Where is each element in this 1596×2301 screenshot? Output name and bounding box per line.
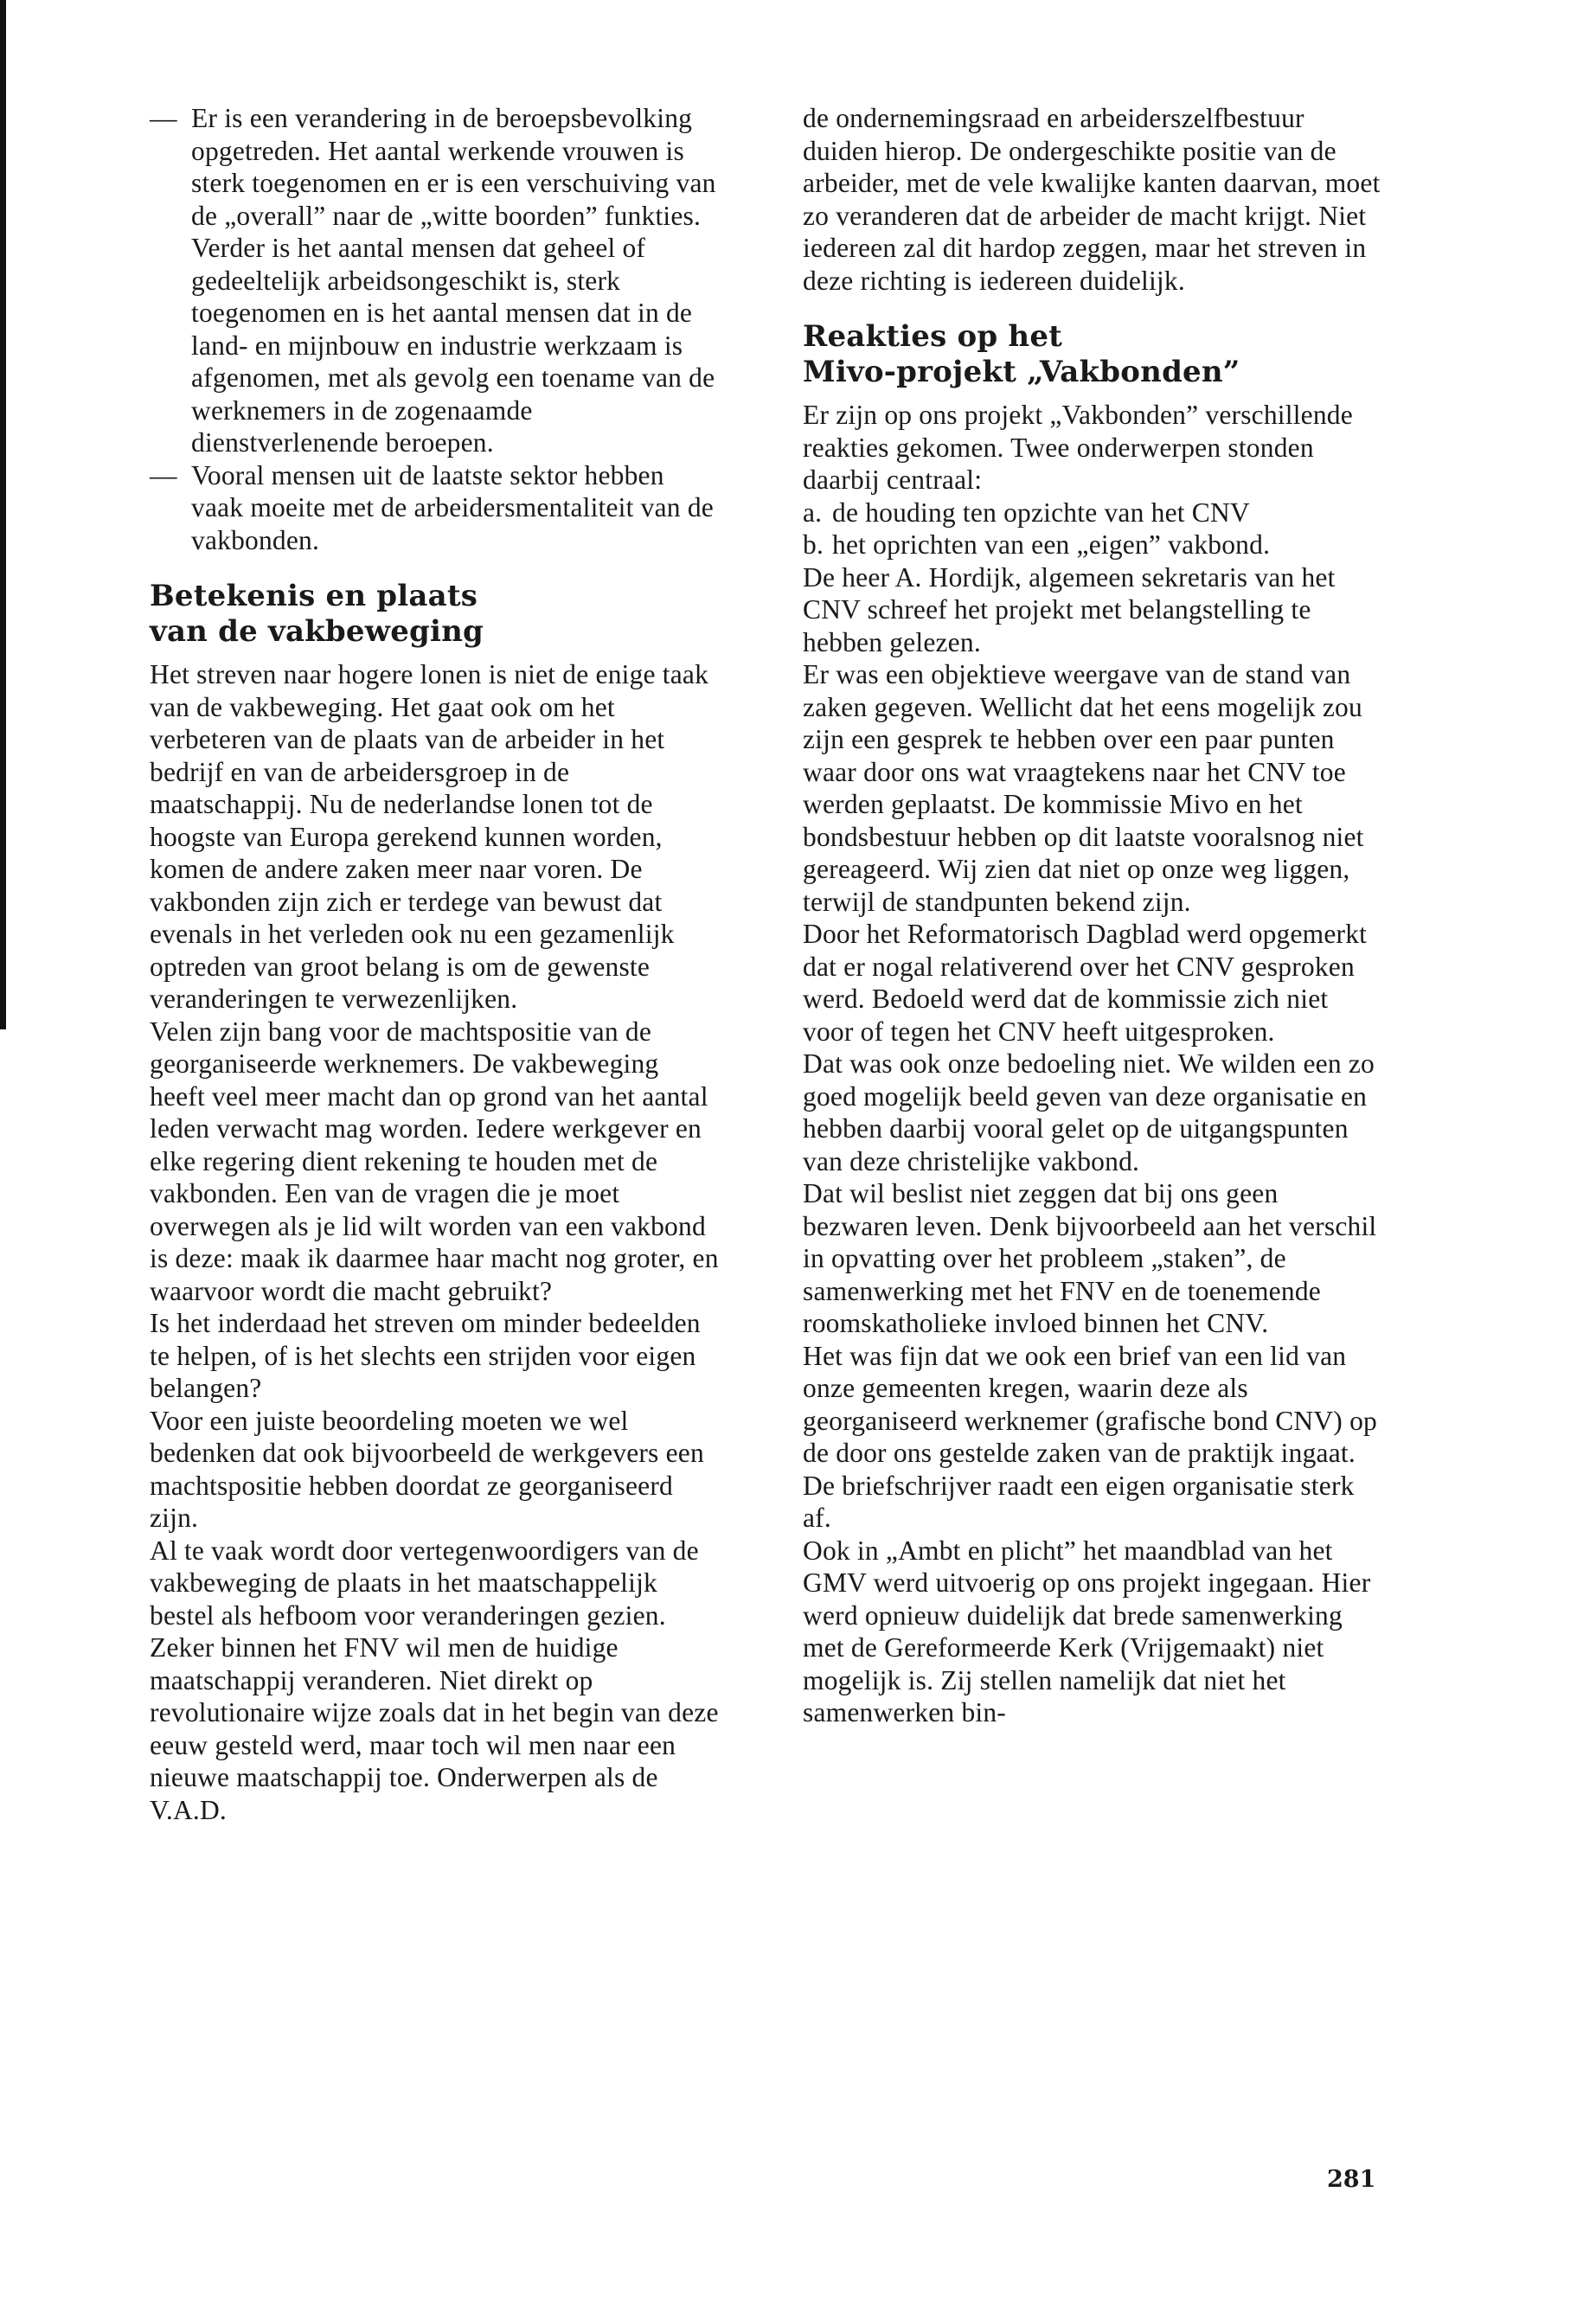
bullet-item <box>150 102 721 459</box>
bullet-text: Vooral mensen uit de laatste sektor hebben vaak moeite met de arbeidersmentaliteit van de vakbonden. <box>191 459 714 555</box>
dash-marker: — <box>150 103 177 133</box>
body-paragraph: Is het inderdaad het streven om minder bedeelden te helpen, of is het slechts een strijden voor eigen belangen? <box>150 1308 701 1403</box>
left-column <box>150 102 721 1826</box>
body-paragraph: Door het Reformatorisch Dagblad werd opgemerkt dat er nogal relativerend over het CNV gesproken werd. Bedoeld werd dat de kommissie zich niet voor of tegen het CNV heeft uitgesproken. <box>803 919 1368 1047</box>
body-paragraph: Er zijn op ons projekt „Vakbonden” verschillende reakties gekomen. Twee onderwerpen stonden daarbij centraal: <box>803 400 1353 495</box>
right-column <box>803 102 1382 1729</box>
heading-line: Mivo-projekt „Vakbonden” <box>803 355 1240 389</box>
body-paragraph: de ondernemingsraad en arbeiderszelfbestuur duiden hierop. De ondergeschikte positie van de arbeider, met de vele kwalijke kanten daarvan, moet zo veranderen dat de arbeider de macht krijgt. Niet iedereen zal dit hardop zeggen, maar het streven in deze richting is iedereen duidelijk. <box>803 103 1381 296</box>
body-paragraph: Dat wil beslist niet zeggen dat bij ons geen bezwaren leven. Denk bijvoorbeeld aan het verschil in opvatting over het probleem „staken”, de samenwerking met het FNV en de toenemende roomskatholieke invloed binnen het CNV. <box>803 1178 1377 1338</box>
heading-line: Reakties op het <box>803 319 1063 354</box>
scan-border <box>0 0 6 1029</box>
bullet-item <box>150 459 721 557</box>
list-marker: b. <box>803 529 824 560</box>
section-heading <box>803 319 1382 390</box>
section-heading <box>150 579 721 650</box>
body-paragraph: Het streven naar hogere lonen is niet de enige taak van de vakbeweging. Het gaat ook om het verbeteren van de plaats van de arbeider in het bedrijf en van de arbeidersgroep in de maatschappij. Nu de nederlandse lonen tot de hoogste van Europa gerekend kunnen worden, komen de andere zaken meer naar voren. De vakbonden zijn zich er terdege van bewust dat evenals in het verleden ook nu een gezamenlijk optreden van groot belang is om de gewenste veranderingen te verwezenlijken. <box>150 659 709 1014</box>
list-item <box>803 529 1382 561</box>
dash-marker: — <box>150 459 177 490</box>
body-paragraph: Er was een objektieve weergave van de stand van zaken gegeven. Wellicht dat het eens mogelijk zou zijn een gesprek te hebben over een paar punten waar door ons wat vraagtekens naar het CNV toe werden geplaatst. De kommissie Mivo en het bondsbestuur hebben op dit laatste vooralsnog niet gereageerd. Wij zien dat niet op onze weg liggen, terwijl de standpunten bekend zijn. <box>803 659 1364 917</box>
list-marker: a. <box>803 497 823 528</box>
list-item <box>803 497 1382 529</box>
body-paragraph: De heer A. Hordijk, algemeen sekretaris van het CNV schreef het projekt met belangstelling te hebben gelezen. <box>803 561 1336 657</box>
heading-line: van de vakbeweging <box>150 614 484 649</box>
body-paragraph: Dat was ook onze bedoeling niet. We wilden een zo goed mogelijk beeld geven van deze organisatie en hebben daarbij vooral gelet op de uitgangspunten van deze christelijke vakbond. <box>803 1048 1375 1176</box>
body-paragraph: Voor een juiste beoordeling moeten we wel bedenken dat ook bijvoorbeeld de werkgevers een machtspositie hebben doordat ze georganiseerd zijn. <box>150 1405 704 1533</box>
page-number: 281 <box>1327 2166 1376 2193</box>
body-paragraph: Velen zijn bang voor de machtspositie van de georganiseerde werknemers. De vakbeweging heeft veel meer macht dan op grond van het aantal leden verwacht mag worden. Iedere werkgever en elke regering dient rekening te houden met de vakbonden. Een van de vragen die je moet overwegen als je lid wilt worden van een vakbond is deze: maak ik daarmee haar macht nog groter, en waarvoor wordt die macht gebruikt? <box>150 1016 719 1306</box>
body-paragraph: Al te vaak wordt door vertegenwoordigers van de vakbeweging de plaats in het maatschappelijk bestel als hefboom voor veranderingen gezien. Zeker binnen het FNV wil men de huidige maatschappij veranderen. Niet direkt op revolutionaire wijze zoals dat in het begin van deze eeuw gesteld werd, maar toch wil men naar een nieuwe maatschappij toe. Onderwerpen als de V.A.D. <box>150 1535 719 1825</box>
bullet-text: Er is een verandering in de beroepsbevolking opgetreden. Het aantal werkende vrouwen is sterk toegenomen en er is een verschuiving van de „overall” naar de „witte boorden” funkties. Verder is het aantal mensen dat geheel of gedeeltelijk arbeidsongeschikt is, sterk toegenomen en is het aantal mensen dat in de land- en mijnbouw en industrie werkzaam is afgenomen, met als gevolg een toename van de werknemers in de zogenaamde dienstverlenende beroepen. <box>191 103 716 458</box>
body-paragraph: Ook in „Ambt en plicht” het maandblad van het GMV werd uitvoerig op ons projekt ingegaan. Hier werd opnieuw duidelijk dat brede samenwerking met de Gereformeerde Kerk (Vrijgemaakt) niet mogelijk is. Zij stellen namelijk dat niet het samenwerken bin- <box>803 1535 1371 1727</box>
list-text: het oprichten van een „eigen” vakbond. <box>832 529 1271 560</box>
heading-line: Betekenis en plaats <box>150 579 478 613</box>
list-text: de houding ten opzichte van het CNV <box>832 497 1250 528</box>
body-paragraph: Het was fijn dat we ook een brief van een lid van onze gemeenten kregen, waarin deze als georganiseerd werknemer (grafische bond CNV) op de door ons gestelde zaken van de praktijk ingaat. De briefschrijver raadt een eigen organisatie sterk af. <box>803 1340 1377 1533</box>
